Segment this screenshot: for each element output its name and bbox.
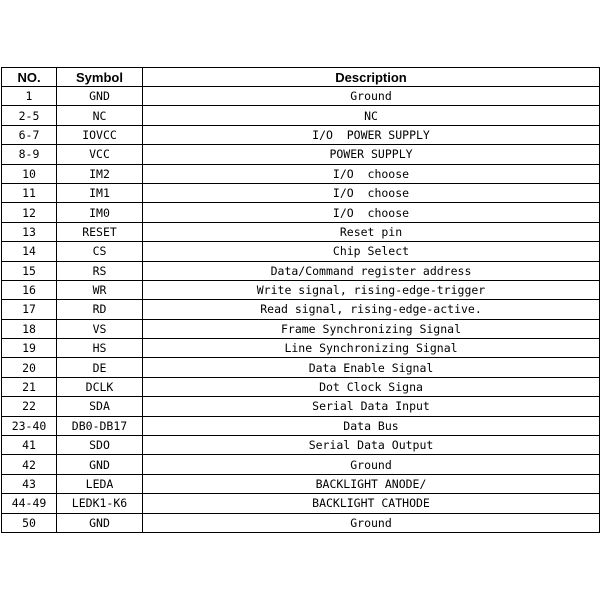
- table-row: [2, 145, 600, 164]
- cell-symbol: VCC: [57, 145, 143, 164]
- table-row: [2, 222, 600, 241]
- cell-symbol: RD: [57, 300, 143, 319]
- cell-description: Ground: [143, 513, 600, 532]
- cell-description: Frame Synchronizing Signal: [143, 319, 600, 338]
- cell-symbol: LEDK1-K6: [57, 494, 143, 513]
- cell-symbol: DB0-DB17: [57, 416, 143, 435]
- cell-symbol: VS: [57, 319, 143, 338]
- cell-description: POWER SUPPLY: [143, 145, 600, 164]
- cell-description: I/O choose: [143, 183, 600, 202]
- cell-no: 23-40: [2, 416, 57, 435]
- cell-no: 1: [2, 87, 57, 106]
- cell-no: 6-7: [2, 125, 57, 144]
- cell-symbol: SDA: [57, 397, 143, 416]
- cell-description: Write signal, rising-edge-trigger: [143, 280, 600, 299]
- table-row: [2, 242, 600, 261]
- table-row: [2, 377, 600, 396]
- table-row: [2, 261, 600, 280]
- table-row: [2, 455, 600, 474]
- cell-symbol: IM1: [57, 183, 143, 202]
- cell-symbol: WR: [57, 280, 143, 299]
- table-row: [2, 513, 600, 532]
- cell-symbol: IOVCC: [57, 125, 143, 144]
- table-row: [2, 436, 600, 455]
- header-description: Description: [143, 68, 600, 87]
- table-row: [2, 183, 600, 202]
- table-row: [2, 87, 600, 106]
- cell-no: 8-9: [2, 145, 57, 164]
- table-row: [2, 339, 600, 358]
- cell-no: 2-5: [2, 106, 57, 125]
- header-row: [2, 68, 600, 87]
- table-row: [2, 416, 600, 435]
- cell-description: I/O POWER SUPPLY: [143, 125, 600, 144]
- table-row: [2, 494, 600, 513]
- cell-description: Read signal, rising-edge-active.: [143, 300, 600, 319]
- cell-description: Data/Command register address: [143, 261, 600, 280]
- cell-no: 43: [2, 474, 57, 493]
- table-row: [2, 358, 600, 377]
- cell-no: 20: [2, 358, 57, 377]
- cell-description: I/O choose: [143, 203, 600, 222]
- cell-symbol: SDO: [57, 436, 143, 455]
- cell-no: 18: [2, 319, 57, 338]
- cell-no: 11: [2, 183, 57, 202]
- cell-no: 42: [2, 455, 57, 474]
- cell-no: 16: [2, 280, 57, 299]
- cell-no: 14: [2, 242, 57, 261]
- cell-no: 41: [2, 436, 57, 455]
- pin-table: [1, 67, 600, 533]
- cell-no: 19: [2, 339, 57, 358]
- table-row: [2, 203, 600, 222]
- cell-no: 17: [2, 300, 57, 319]
- cell-no: 10: [2, 164, 57, 183]
- cell-symbol: NC: [57, 106, 143, 125]
- cell-description: Ground: [143, 455, 600, 474]
- cell-description: Chip Select: [143, 242, 600, 261]
- cell-no: 22: [2, 397, 57, 416]
- cell-description: Serial Data Input: [143, 397, 600, 416]
- cell-symbol: DE: [57, 358, 143, 377]
- cell-description: I/O choose: [143, 164, 600, 183]
- cell-description: NC: [143, 106, 600, 125]
- cell-description: BACKLIGHT ANODE/: [143, 474, 600, 493]
- cell-symbol: CS: [57, 242, 143, 261]
- table-row: [2, 280, 600, 299]
- table-row: [2, 397, 600, 416]
- cell-symbol: GND: [57, 87, 143, 106]
- cell-no: 44-49: [2, 494, 57, 513]
- table-row: [2, 106, 600, 125]
- cell-symbol: GND: [57, 513, 143, 532]
- cell-no: 21: [2, 377, 57, 396]
- table-row: [2, 319, 600, 338]
- cell-symbol: RS: [57, 261, 143, 280]
- cell-symbol: RESET: [57, 222, 143, 241]
- cell-description: Line Synchronizing Signal: [143, 339, 600, 358]
- header-no: NO.: [2, 68, 57, 87]
- cell-description: Ground: [143, 87, 600, 106]
- cell-description: Dot Clock Signa: [143, 377, 600, 396]
- table-row: [2, 125, 600, 144]
- cell-symbol: DCLK: [57, 377, 143, 396]
- cell-description: Data Bus: [143, 416, 600, 435]
- cell-description: Reset pin: [143, 222, 600, 241]
- cell-symbol: IM2: [57, 164, 143, 183]
- table-row: [2, 300, 600, 319]
- header-symbol: Symbol: [57, 68, 143, 87]
- table-row: [2, 164, 600, 183]
- cell-symbol: LEDA: [57, 474, 143, 493]
- cell-symbol: GND: [57, 455, 143, 474]
- cell-no: 50: [2, 513, 57, 532]
- pin-table-body: [2, 87, 600, 533]
- cell-symbol: HS: [57, 339, 143, 358]
- cell-symbol: IM0: [57, 203, 143, 222]
- cell-description: Data Enable Signal: [143, 358, 600, 377]
- cell-no: 12: [2, 203, 57, 222]
- cell-description: BACKLIGHT CATHODE: [143, 494, 600, 513]
- table-row: [2, 474, 600, 493]
- cell-no: 15: [2, 261, 57, 280]
- cell-no: 13: [2, 222, 57, 241]
- cell-description: Serial Data Output: [143, 436, 600, 455]
